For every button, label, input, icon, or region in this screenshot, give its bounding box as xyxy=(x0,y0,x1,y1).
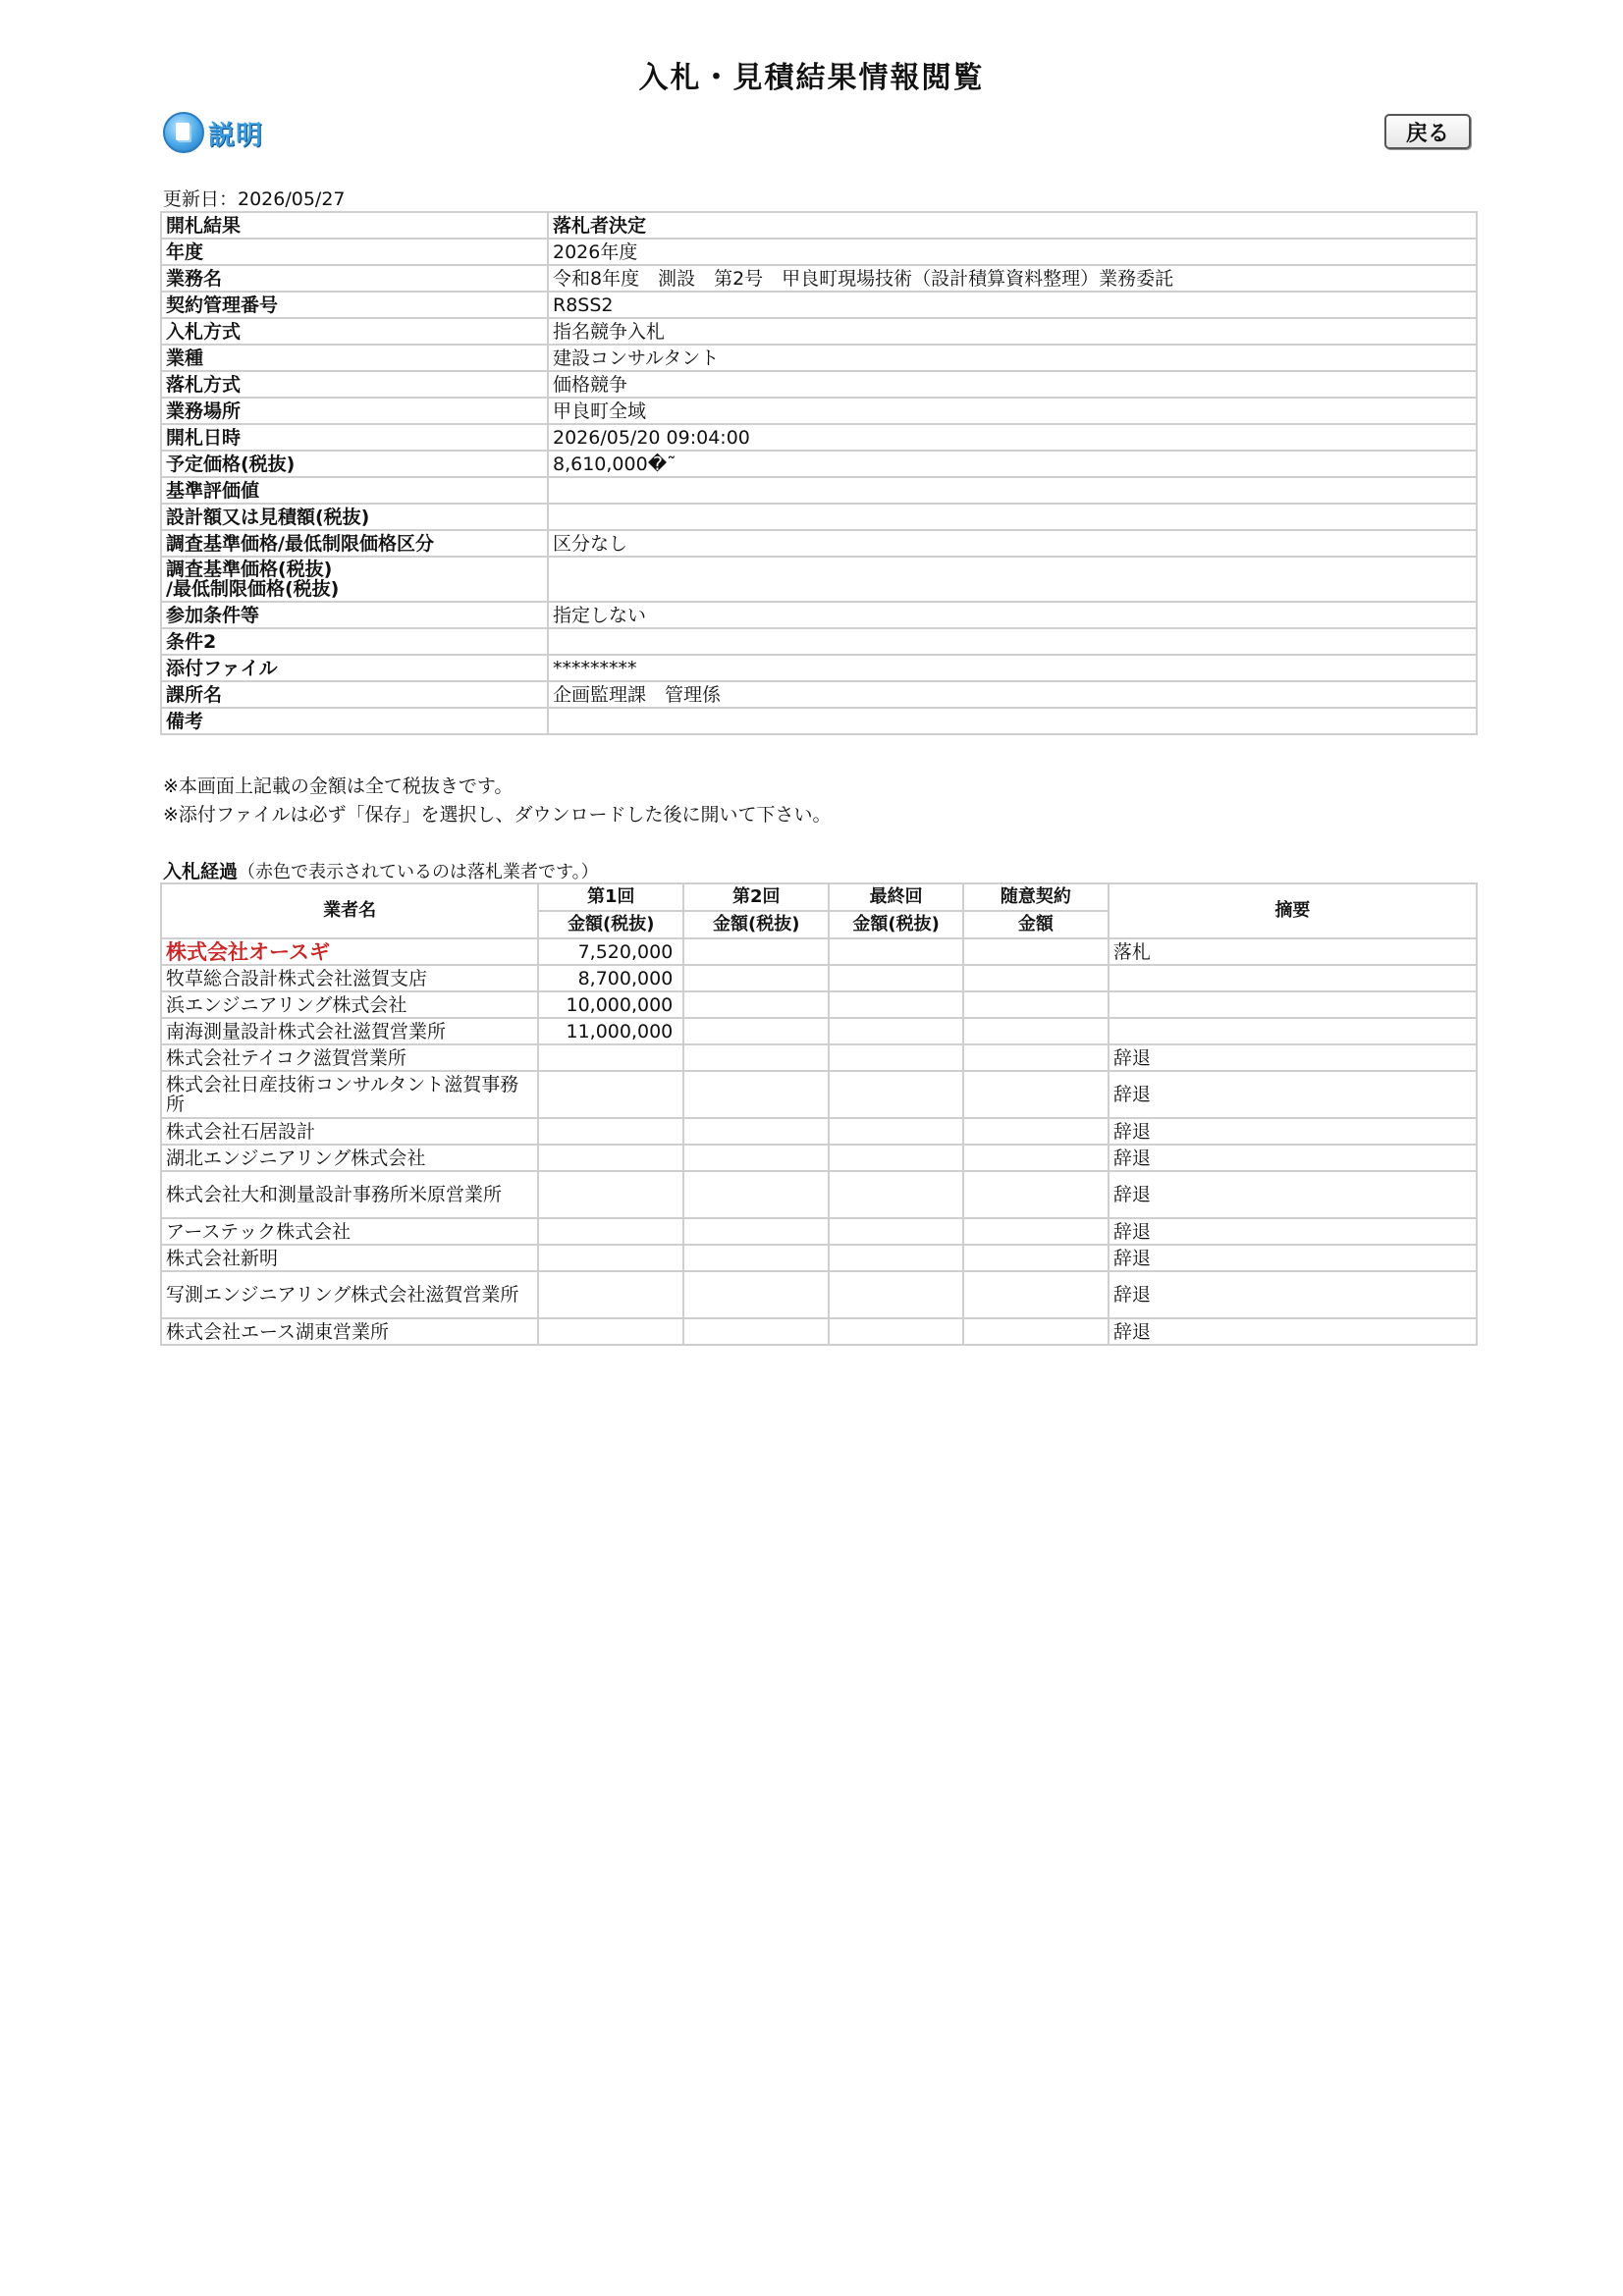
bidder-name: 写測エンジニアリング株式会社滋賀営業所 xyxy=(161,1271,538,1318)
bid-round2 xyxy=(683,1271,829,1318)
info-row xyxy=(161,655,1477,681)
bid-section-label: 入札経過 xyxy=(163,861,239,882)
info-value: 建設コンサルタント xyxy=(548,345,1477,371)
info-value xyxy=(548,477,1477,504)
bidder-name: 浜エンジニアリング株式会社 xyxy=(161,991,538,1018)
info-value xyxy=(548,628,1477,655)
bid-round1 xyxy=(538,1044,683,1071)
bid-summary xyxy=(1109,991,1477,1018)
info-label: 業務場所 xyxy=(161,398,548,424)
bid-negotiated xyxy=(963,1271,1109,1318)
bid-negotiated xyxy=(963,1145,1109,1171)
bidder-row xyxy=(161,1071,1477,1118)
info-row xyxy=(161,504,1477,530)
bid-summary: 落札 xyxy=(1109,938,1477,965)
bid-header-row xyxy=(161,883,1477,911)
bid-history-table xyxy=(160,882,1478,1346)
info-row xyxy=(161,318,1477,345)
bidder-name: 株式会社テイコク滋賀営業所 xyxy=(161,1044,538,1071)
bid-round1 xyxy=(538,1271,683,1318)
info-row xyxy=(161,530,1477,557)
bid-round2 xyxy=(683,1145,829,1171)
bidder-row xyxy=(161,1271,1477,1318)
document-help-icon xyxy=(163,112,204,153)
info-label: 年度 xyxy=(161,239,548,265)
bid-final xyxy=(829,1245,963,1271)
bid-final xyxy=(829,1071,963,1118)
bid-summary: 辞退 xyxy=(1109,1218,1477,1245)
bid-round1 xyxy=(538,1171,683,1218)
info-value xyxy=(548,557,1477,602)
info-row xyxy=(161,451,1477,477)
bid-round2 xyxy=(683,1318,829,1345)
header-round2: 第2回 xyxy=(683,883,829,911)
bid-negotiated xyxy=(963,1118,1109,1145)
updated-date: 更新日：2026/05/27 xyxy=(163,188,346,210)
bidder-row xyxy=(161,1044,1477,1071)
info-row xyxy=(161,371,1477,398)
bid-round2 xyxy=(683,991,829,1018)
bid-summary: 辞退 xyxy=(1109,1118,1477,1145)
header-summary: 摘要 xyxy=(1109,883,1477,938)
tax-note: ※本画面上記載の金額は全て税抜きです。 xyxy=(163,775,514,797)
info-label: 調査基準価格/最低制限価格区分 xyxy=(161,530,548,557)
bidder-name: 株式会社オースギ xyxy=(161,938,538,965)
info-value: R8SS2 xyxy=(548,292,1477,318)
bid-round2 xyxy=(683,1245,829,1271)
info-label: 参加条件等 xyxy=(161,602,548,628)
bid-round2 xyxy=(683,1018,829,1044)
bid-summary: 辞退 xyxy=(1109,1318,1477,1345)
bid-negotiated xyxy=(963,1044,1109,1071)
info-value: 8,610,000�˜ xyxy=(548,451,1477,477)
bidder-name: 牧草総合設計株式会社滋賀支店 xyxy=(161,965,538,991)
info-label: 開札日時 xyxy=(161,424,548,451)
bid-final xyxy=(829,991,963,1018)
bidder-row xyxy=(161,1245,1477,1271)
info-row xyxy=(161,424,1477,451)
info-value: 甲良町全域 xyxy=(548,398,1477,424)
bid-negotiated xyxy=(963,938,1109,965)
help-label: 説明 xyxy=(208,120,263,151)
info-row xyxy=(161,628,1477,655)
bid-negotiated xyxy=(963,1318,1109,1345)
info-row xyxy=(161,239,1477,265)
bid-summary xyxy=(1109,1018,1477,1044)
info-value: 企画監理課 管理係 xyxy=(548,681,1477,708)
bid-round2 xyxy=(683,1044,829,1071)
bid-round2 xyxy=(683,1071,829,1118)
info-value: 2026/05/20 09:04:00 xyxy=(548,424,1477,451)
bidder-row xyxy=(161,1171,1477,1218)
bidder-row xyxy=(161,1118,1477,1145)
bid-final xyxy=(829,965,963,991)
bid-negotiated xyxy=(963,1071,1109,1118)
info-row xyxy=(161,398,1477,424)
info-label: 業務名 xyxy=(161,265,548,292)
header-name: 業者名 xyxy=(161,883,538,938)
header-round1: 第1回 xyxy=(538,883,683,911)
info-row xyxy=(161,345,1477,371)
bidder-name: 南海測量設計株式会社滋賀営業所 xyxy=(161,1018,538,1044)
bid-negotiated xyxy=(963,991,1109,1018)
bid-final xyxy=(829,1145,963,1171)
bid-round2 xyxy=(683,1171,829,1218)
bidder-row xyxy=(161,1218,1477,1245)
info-value xyxy=(548,504,1477,530)
info-row xyxy=(161,477,1477,504)
info-value: 令和8年度 測設 第2号 甲良町現場技術（設計積算資料整理）業務委託 xyxy=(548,265,1477,292)
info-label: 備考 xyxy=(161,708,548,734)
info-value: 指名競争入札 xyxy=(548,318,1477,345)
info-label: 業種 xyxy=(161,345,548,371)
bid-round1 xyxy=(538,1071,683,1118)
info-label: 課所名 xyxy=(161,681,548,708)
bid-round1: 8,700,000 xyxy=(538,965,683,991)
bid-final xyxy=(829,1044,963,1071)
attachment-note: ※添付ファイルは必ず「保存」を選択し、ダウンロードした後に開いて下さい。 xyxy=(163,804,832,826)
info-label: 入札方式 xyxy=(161,318,548,345)
bid-section-note: （赤色で表示されているのは落札業者です。） xyxy=(238,862,599,882)
info-row xyxy=(161,708,1477,734)
header-amount: 金額 xyxy=(963,911,1109,938)
bidder-row xyxy=(161,1318,1477,1345)
bidder-row xyxy=(161,1018,1477,1044)
bidder-row xyxy=(161,1145,1477,1171)
bidder-name: 株式会社新明 xyxy=(161,1245,538,1271)
bid-negotiated xyxy=(963,1171,1109,1218)
bidder-name: 株式会社エース湖東営業所 xyxy=(161,1318,538,1345)
bid-round1: 10,000,000 xyxy=(538,991,683,1018)
info-label: 落札方式 xyxy=(161,371,548,398)
help-button[interactable] xyxy=(163,112,263,153)
bid-round1 xyxy=(538,1218,683,1245)
bid-summary: 辞退 xyxy=(1109,1071,1477,1118)
bid-round2 xyxy=(683,965,829,991)
bid-round2 xyxy=(683,1218,829,1245)
info-row xyxy=(161,265,1477,292)
bid-negotiated xyxy=(963,1245,1109,1271)
bid-round1 xyxy=(538,1245,683,1271)
info-value xyxy=(548,708,1477,734)
info-label: 契約管理番号 xyxy=(161,292,548,318)
info-label: 開札結果 xyxy=(161,212,548,239)
bid-round2 xyxy=(683,938,829,965)
bid-summary: 辞退 xyxy=(1109,1245,1477,1271)
bid-negotiated xyxy=(963,1018,1109,1044)
info-row xyxy=(161,557,1477,602)
bidder-name: 株式会社石居設計 xyxy=(161,1118,538,1145)
attachment-link[interactable]: ********* xyxy=(548,655,1477,681)
info-label: 基準評価値 xyxy=(161,477,548,504)
header-amount-tax: 金額(税抜) xyxy=(829,911,963,938)
bid-summary: 辞退 xyxy=(1109,1171,1477,1218)
bidder-name: 株式会社大和測量設計事務所米原営業所 xyxy=(161,1171,538,1218)
bid-final xyxy=(829,1018,963,1044)
info-value: 2026年度 xyxy=(548,239,1477,265)
bid-final xyxy=(829,1171,963,1218)
contract-info-table xyxy=(160,211,1478,735)
info-label: 設計額又は見積額(税抜) xyxy=(161,504,548,530)
bidder-name: 株式会社日産技術コンサルタント滋賀事務所 xyxy=(161,1071,538,1118)
header-amount-tax: 金額(税抜) xyxy=(538,911,683,938)
bid-round1 xyxy=(538,1318,683,1345)
info-row xyxy=(161,602,1477,628)
info-value: 指定しない xyxy=(548,602,1477,628)
bid-final xyxy=(829,1218,963,1245)
bid-negotiated xyxy=(963,1218,1109,1245)
info-row xyxy=(161,292,1477,318)
bid-round1 xyxy=(538,1118,683,1145)
header-amount-tax: 金額(税抜) xyxy=(683,911,829,938)
info-row xyxy=(161,681,1477,708)
bid-final xyxy=(829,1271,963,1318)
info-row xyxy=(161,212,1477,239)
info-value: 価格競争 xyxy=(548,371,1477,398)
bid-round1 xyxy=(538,1145,683,1171)
bid-summary xyxy=(1109,965,1477,991)
info-value: 落札者決定 xyxy=(548,212,1477,239)
back-button[interactable]: 戻る xyxy=(1384,114,1471,149)
info-label: 添付ファイル xyxy=(161,655,548,681)
bid-round2 xyxy=(683,1118,829,1145)
bidder-row xyxy=(161,991,1477,1018)
bid-round1: 11,000,000 xyxy=(538,1018,683,1044)
bidder-row xyxy=(161,965,1477,991)
bidder-row-winner xyxy=(161,938,1477,965)
bid-summary: 辞退 xyxy=(1109,1145,1477,1171)
header-final: 最終回 xyxy=(829,883,963,911)
bid-summary: 辞退 xyxy=(1109,1044,1477,1071)
page-title: 入札・見積結果情報閲覧 xyxy=(638,61,985,95)
bid-round1: 7,520,000 xyxy=(538,938,683,965)
bidder-name: 湖北エンジニアリング株式会社 xyxy=(161,1145,538,1171)
info-label: 調査基準価格(税抜) /最低制限価格(税抜) xyxy=(161,557,548,602)
bid-negotiated xyxy=(963,965,1109,991)
info-label: 予定価格(税抜) xyxy=(161,451,548,477)
header-negotiated: 随意契約 xyxy=(963,883,1109,911)
info-label: 条件2 xyxy=(161,628,548,655)
info-value: 区分なし xyxy=(548,530,1477,557)
bid-final xyxy=(829,1118,963,1145)
bidder-name: アーステック株式会社 xyxy=(161,1218,538,1245)
bid-section-heading xyxy=(163,857,599,883)
bid-final xyxy=(829,938,963,965)
bid-summary: 辞退 xyxy=(1109,1271,1477,1318)
bid-final xyxy=(829,1318,963,1345)
